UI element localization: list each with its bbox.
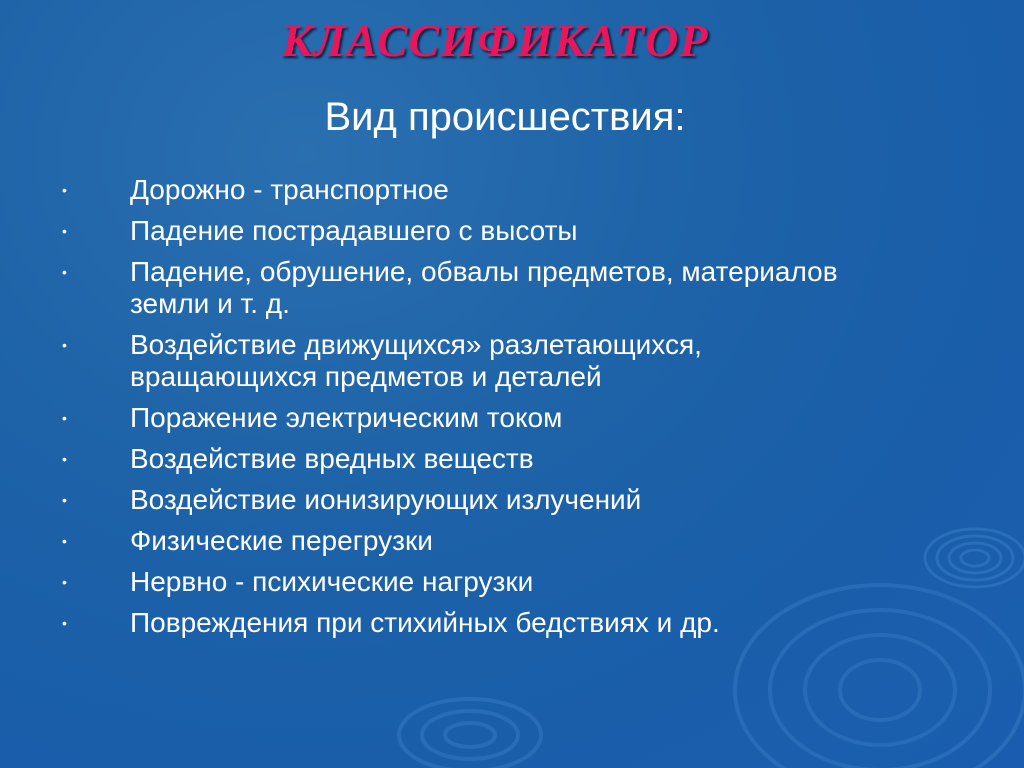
list-item-label: Воздействие ионизирующих излучений xyxy=(130,484,642,515)
list-item-label: Повреждения при стихийных бедствиях и др. xyxy=(130,607,720,638)
list-item xyxy=(0,215,850,247)
list-item-label: Падение пострадавшего с высоты xyxy=(130,215,578,246)
list-item xyxy=(0,566,850,598)
bullet-icon: • xyxy=(62,337,67,353)
list-item xyxy=(0,607,850,639)
bullet-icon: • xyxy=(62,533,67,549)
list-item-label: Воздействие вредных веществ xyxy=(130,443,534,474)
bullet-icon: • xyxy=(62,615,67,631)
list-item-label: Нервно - психические нагрузки xyxy=(130,566,534,597)
bullet-icon: • xyxy=(62,223,67,239)
list-item xyxy=(0,174,850,206)
bullet-icon: • xyxy=(62,264,67,280)
list-item xyxy=(0,525,850,557)
bullet-icon: • xyxy=(62,492,67,508)
list-item-label: Физические перегрузки xyxy=(130,525,433,556)
incident-type-list xyxy=(0,174,1000,648)
list-item xyxy=(0,443,850,475)
list-item-label: Дорожно - транспортное xyxy=(130,174,449,205)
slide-title: КЛАССИФИКАТОР xyxy=(281,15,709,66)
bullet-icon: • xyxy=(62,410,67,426)
list-item-label: Падение, обрушение, обвалы предметов, материалов земли и т. д. xyxy=(130,256,838,319)
list-item-label: Воздействие движущихся» разлетающихся, вращающихся предметов и деталей xyxy=(130,329,702,392)
list-item xyxy=(0,329,850,393)
slide-subtitle: Вид происшествия: xyxy=(324,95,686,139)
list-item xyxy=(0,256,850,320)
bullet-icon: • xyxy=(62,574,67,590)
list-item-label: Поражение электрическим током xyxy=(130,402,563,433)
list-item xyxy=(0,402,850,434)
bullet-icon: • xyxy=(62,451,67,467)
bullet-icon: • xyxy=(62,182,67,198)
list-item xyxy=(0,484,850,516)
